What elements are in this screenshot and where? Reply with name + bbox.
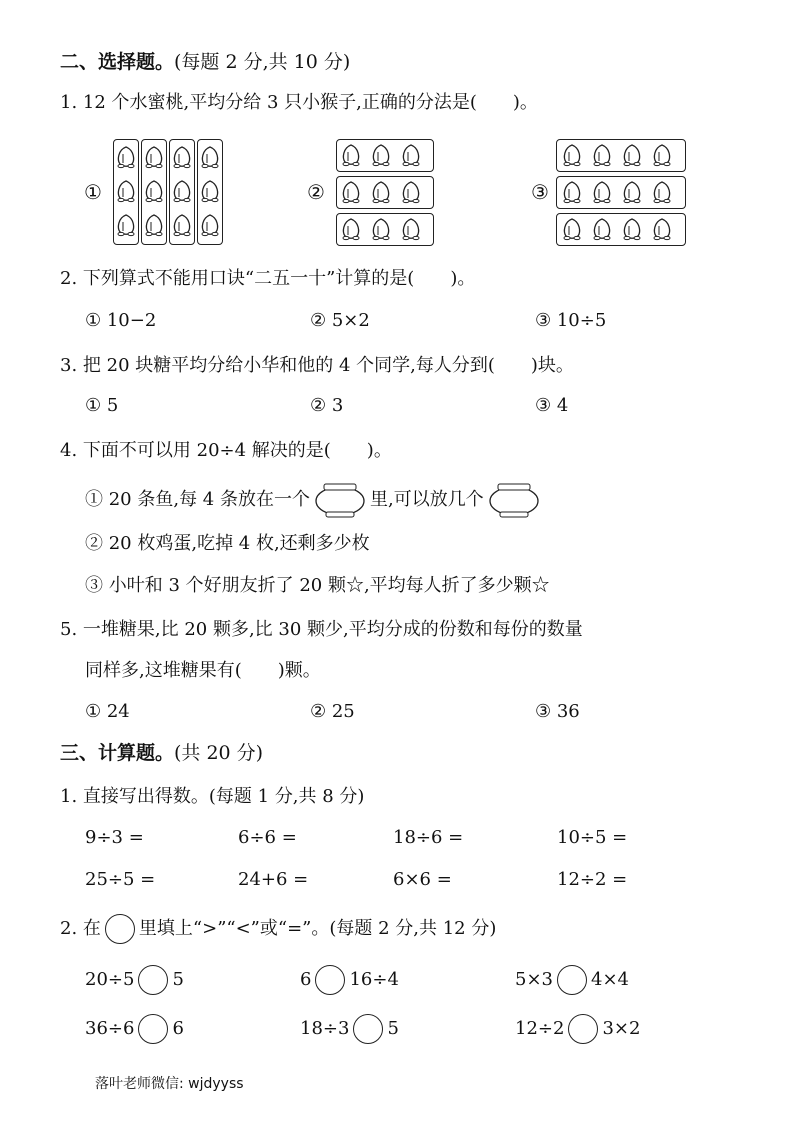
peach-icon	[199, 178, 221, 209]
right-expr: 4×4	[591, 969, 629, 990]
compare-item	[515, 1014, 640, 1044]
peach-icon	[340, 142, 362, 173]
peach-icon	[115, 178, 137, 209]
calc-item: 25÷5 =	[85, 869, 156, 890]
peach-icon	[171, 178, 193, 209]
left-expr: 20÷5	[85, 969, 135, 990]
q4-a-part2: 里,可以放几个	[369, 489, 484, 510]
section-title: 二、选择题。	[60, 51, 175, 73]
q5-option: ③ 36	[535, 701, 580, 722]
peach-icon	[561, 142, 583, 173]
calc-item: 9÷3 =	[85, 827, 144, 848]
peach-icon	[340, 216, 362, 247]
c2-text-pre: 2. 在	[60, 918, 101, 939]
q3-option: ② 3	[310, 395, 344, 416]
section3-heading	[60, 741, 263, 765]
q3-option: ① 5	[85, 395, 119, 416]
answer-circle-input[interactable]	[315, 965, 345, 995]
q2-option: ② 5×2	[310, 310, 370, 331]
section2-heading	[60, 50, 350, 74]
calc-item: 18÷6 =	[393, 827, 464, 848]
peach-icon	[400, 179, 422, 210]
section-note: (每题 2 分,共 10 分)	[174, 51, 351, 73]
compare-item	[85, 1014, 184, 1044]
left-expr: 12÷2	[515, 1018, 565, 1039]
right-expr: 5	[172, 969, 184, 990]
peach-icon	[115, 212, 137, 243]
q5-text-line1: 5. 一堆糖果,比 20 颗多,比 30 颗少,平均分成的份数和每份的数量	[60, 619, 583, 640]
calc-item: 6×6 =	[393, 869, 452, 890]
peach-icon	[561, 179, 583, 210]
peach-icon	[651, 179, 673, 210]
right-expr: 6	[172, 1018, 184, 1039]
section-note: (共 20 分)	[174, 742, 264, 764]
peach-icon	[591, 179, 613, 210]
answer-circle-input[interactable]	[138, 965, 168, 995]
q1-text: 1. 12 个水蜜桃,平均分给 3 只小猴子,正确的分法是( )。	[60, 92, 538, 113]
peach-icon	[370, 179, 392, 210]
calc-item: 6÷6 =	[238, 827, 297, 848]
q5-option: ① 24	[85, 701, 130, 722]
q4-option-c: ③ 小叶和 3 个好朋友折了 20 颗☆,平均每人折了多少颗☆	[85, 575, 550, 596]
q2-text: 2. 下列算式不能用口诀“二五一十”计算的是( )。	[60, 268, 476, 289]
q5-text-line2: 同样多,这堆糖果有( )颗。	[85, 660, 321, 681]
section-title: 三、计算题。	[60, 742, 175, 764]
compare-item	[300, 1014, 399, 1044]
q3-text: 3. 把 20 块糖平均分给小华和他的 4 个同学,每人分到( )块。	[60, 355, 574, 376]
answer-circle-icon	[105, 914, 135, 944]
c1-text: 1. 直接写出得数。(每题 1 分,共 8 分)	[60, 786, 365, 807]
peach-icon	[400, 142, 422, 173]
q4-option-a	[85, 482, 544, 518]
calc-item: 24+6 =	[238, 869, 309, 890]
answer-circle-input[interactable]	[557, 965, 587, 995]
left-expr: 6	[300, 969, 312, 990]
right-expr: 5	[387, 1018, 399, 1039]
q4-option-b: ② 20 枚鸡蛋,吃掉 4 枚,还剩多少枚	[85, 533, 370, 554]
right-expr: 16÷4	[349, 969, 399, 990]
peach-icon	[143, 144, 165, 175]
right-expr: 3×2	[602, 1018, 641, 1039]
q1-option-label: ③	[531, 180, 549, 204]
peach-icon	[621, 179, 643, 210]
q1-option-label: ②	[307, 180, 325, 204]
peach-icon	[171, 144, 193, 175]
peach-icon	[651, 142, 673, 173]
peach-icon	[199, 144, 221, 175]
q5-option: ② 25	[310, 701, 355, 722]
footer-text: 落叶老师微信: wjdyyss	[95, 1076, 244, 1092]
peach-icon	[561, 216, 583, 247]
left-expr: 36÷6	[85, 1018, 135, 1039]
peach-icon	[171, 212, 193, 243]
peach-icon	[651, 216, 673, 247]
q2-option: ① 10−2	[85, 310, 157, 331]
peach-icon	[621, 216, 643, 247]
q4-text: 4. 下面不可以用 20÷4 解决的是( )。	[60, 440, 392, 461]
compare-item	[515, 965, 629, 995]
peach-icon	[143, 178, 165, 209]
peach-icon	[591, 216, 613, 247]
peach-icon	[340, 179, 362, 210]
peach-icon	[199, 212, 221, 243]
compare-item	[85, 965, 184, 995]
answer-circle-input[interactable]	[353, 1014, 383, 1044]
answer-circle-input[interactable]	[138, 1014, 168, 1044]
peach-icon	[115, 144, 137, 175]
c2-text-post: 里填上“>”“<”或“=”。(每题 2 分,共 12 分)	[138, 918, 497, 939]
compare-item	[300, 965, 399, 995]
q2-option: ③ 10÷5	[535, 310, 607, 331]
left-expr: 5×3	[515, 969, 553, 990]
q4-a-part1: ① 20 条鱼,每 4 条放在一个	[85, 489, 310, 510]
peach-icon	[370, 142, 392, 173]
peach-icon	[400, 216, 422, 247]
q3-option: ③ 4	[535, 395, 569, 416]
peach-icon	[591, 142, 613, 173]
calc-item: 12÷2 =	[557, 869, 628, 890]
left-expr: 18÷3	[300, 1018, 350, 1039]
answer-circle-input[interactable]	[568, 1014, 598, 1044]
peach-icon	[143, 212, 165, 243]
c2-text	[60, 914, 496, 944]
peach-icon	[370, 216, 392, 247]
fishbowl-icon	[488, 482, 540, 518]
q1-option-label: ①	[84, 180, 102, 204]
fishbowl-icon	[314, 482, 366, 518]
peach-icon	[621, 142, 643, 173]
calc-item: 10÷5 =	[557, 827, 628, 848]
